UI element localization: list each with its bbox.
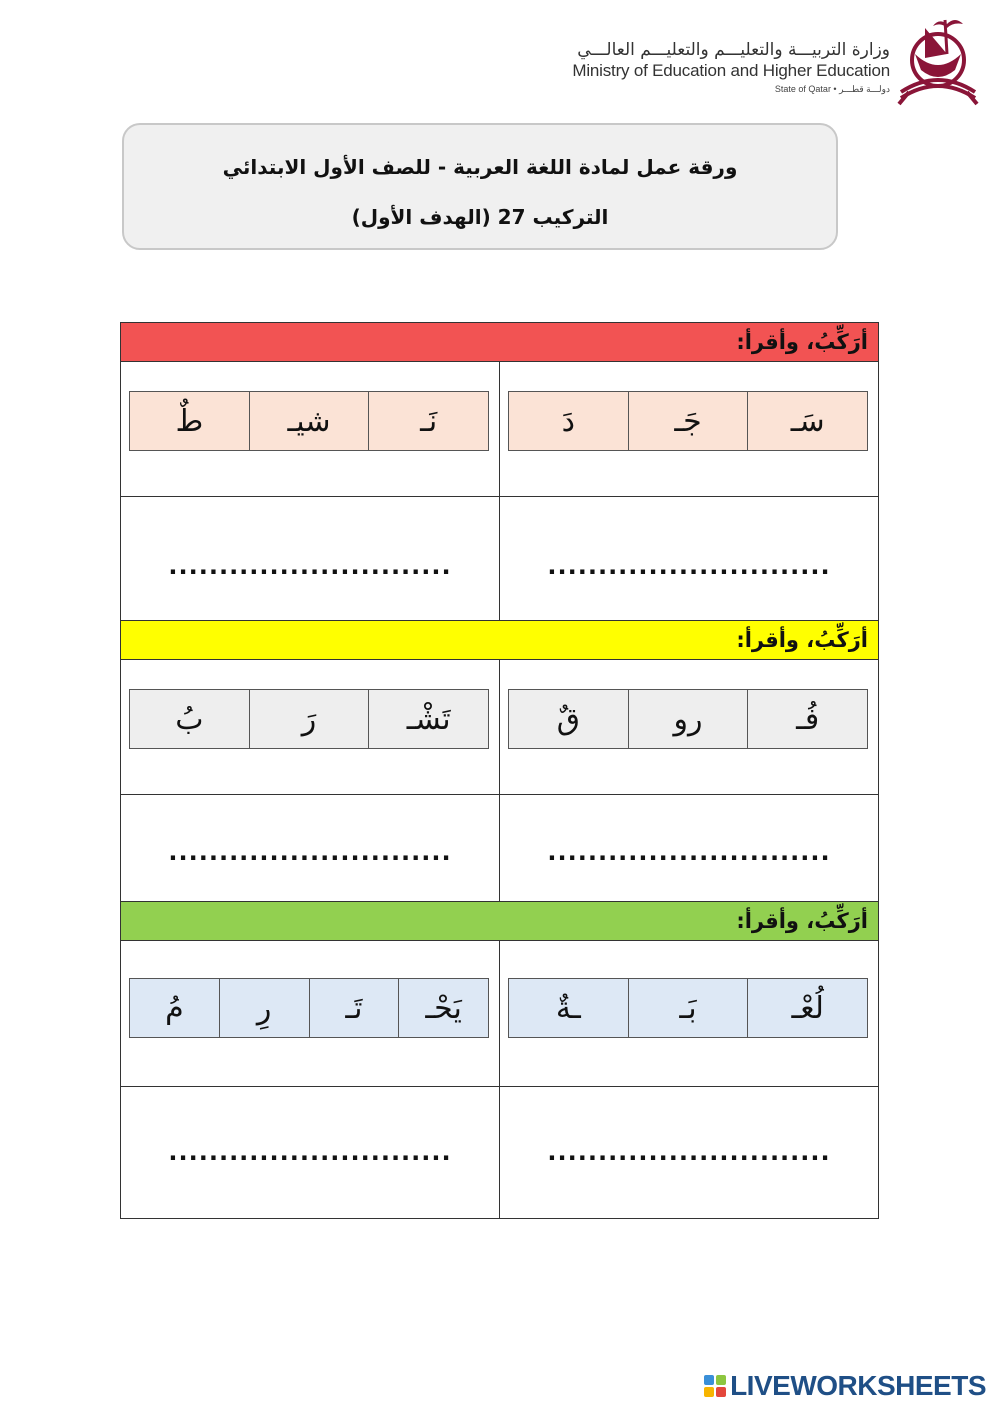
syllable-tile[interactable]: مُ [130, 979, 219, 1037]
syllable-tile[interactable]: لُعْـ [747, 979, 867, 1037]
syllable-tile[interactable]: تَـ [309, 979, 399, 1037]
section-heading: أرَكِّبُ، وأقرأ: [121, 323, 878, 362]
syllable-tiles [129, 391, 489, 451]
syllable-tile[interactable]: فُـ [747, 690, 867, 748]
liveworksheets-icon [704, 1375, 726, 1397]
answer-field[interactable]: ............................ [168, 552, 452, 580]
brand-text: LIVEWORKSHEETS [730, 1370, 986, 1401]
syllable-tile[interactable]: رَ [249, 690, 369, 748]
syllable-tile[interactable]: رِ [219, 979, 309, 1037]
exercise-table [120, 322, 879, 1219]
syllable-tile[interactable]: دَ [509, 392, 628, 450]
worksheet-title: ورقة عمل لمادة اللغة العربية - للصف الأول الابتدائي [222, 155, 738, 179]
ministry-header [572, 40, 890, 95]
answer-field[interactable]: ............................ [168, 838, 452, 866]
syllable-tiles [129, 689, 489, 749]
answer-field[interactable]: ............................ [547, 838, 831, 866]
section-heading: أرَكِّبُ، وأقرأ: [121, 621, 878, 660]
syllable-tile[interactable]: ـةٌ [509, 979, 628, 1037]
syllable-cell-left [121, 660, 500, 794]
answer-cell-left [121, 497, 500, 620]
ministry-name-arabic: وزارة التربيـــة والتعليـــم والتعليـــم العالـــي [577, 40, 890, 60]
syllable-tile[interactable]: رو [628, 690, 748, 748]
syllable-tile[interactable]: جَـ [628, 392, 748, 450]
syllable-cell-left [121, 941, 500, 1086]
answer-cell-right [500, 1087, 878, 1218]
answer-cell-right [500, 795, 878, 901]
liveworksheets-logo [704, 1370, 986, 1402]
state-label: State of Qatar • دولـــة قطـــر [774, 84, 890, 94]
syllable-tile[interactable]: نَـ [368, 392, 488, 450]
answer-cell-left [121, 1087, 500, 1218]
worksheet-subtitle: التركيب 27 (الهدف الأول) [351, 205, 609, 229]
answer-field[interactable]: ............................ [168, 1138, 452, 1166]
syllable-tile[interactable]: سَـ [747, 392, 867, 450]
syllable-tiles [508, 689, 868, 749]
syllable-cell-right [500, 660, 878, 794]
ministry-name-english: Ministry of Education and Higher Education [572, 61, 890, 80]
syllable-tiles [508, 391, 868, 451]
answer-cell-right [500, 497, 878, 620]
answer-field[interactable]: ............................ [547, 1138, 831, 1166]
syllable-cell-right [500, 941, 878, 1086]
syllable-cell-right [500, 362, 878, 496]
worksheet-title-box [122, 123, 838, 250]
syllable-tile[interactable]: طٌ [130, 392, 249, 450]
syllable-tiles [129, 978, 489, 1038]
answer-cell-left [121, 795, 500, 901]
syllable-tile[interactable]: بُ [130, 690, 249, 748]
syllable-tile[interactable]: بَـ [628, 979, 748, 1037]
section-heading: أرَكِّبُ، وأقرأ: [121, 902, 878, 941]
syllable-cell-left [121, 362, 500, 496]
qatar-emblem-icon [895, 14, 981, 106]
syllable-tile[interactable]: يَحْـ [398, 979, 488, 1037]
syllable-tile[interactable]: قٌ [509, 690, 628, 748]
syllable-tile[interactable]: شيـ [249, 392, 369, 450]
syllable-tiles [508, 978, 868, 1038]
syllable-tile[interactable]: تَشْـ [368, 690, 488, 748]
answer-field[interactable]: ............................ [547, 552, 831, 580]
